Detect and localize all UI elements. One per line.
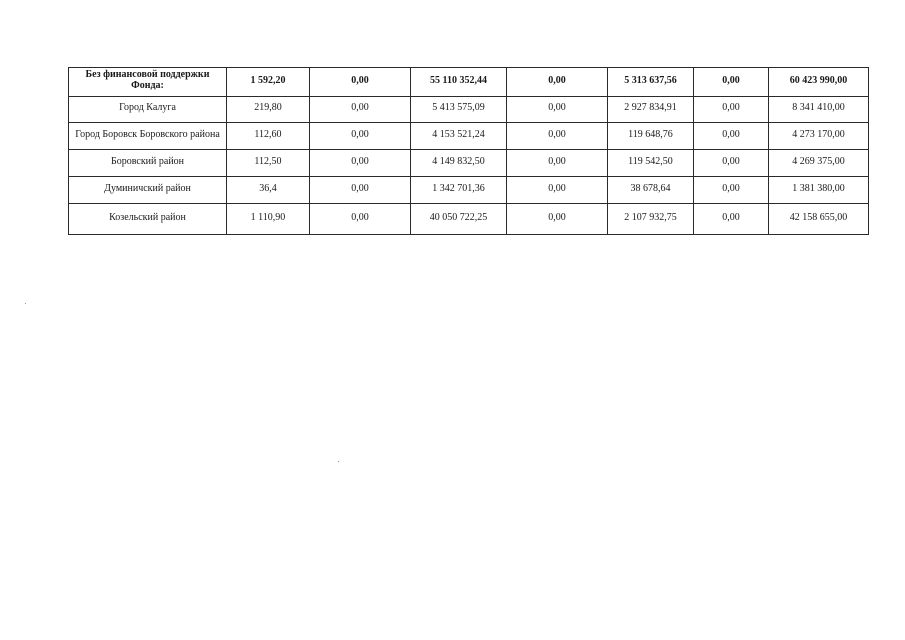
row-name: Козельский район	[109, 211, 186, 223]
value-cell	[310, 97, 411, 123]
cell-value: 119 542,50	[628, 155, 673, 167]
value-cell	[227, 123, 310, 150]
cell-value: 0,00	[548, 182, 566, 194]
row-name-cell	[69, 123, 227, 150]
cell-value: 112,60	[254, 128, 282, 140]
data-table	[68, 67, 869, 235]
value-cell	[694, 204, 769, 235]
value-cell	[227, 68, 310, 97]
cell-value: 119 648,76	[628, 128, 673, 140]
value-cell	[608, 123, 694, 150]
value-cell	[310, 177, 411, 204]
row-name-cell	[69, 204, 227, 235]
value-cell	[694, 97, 769, 123]
table-row	[69, 204, 869, 235]
value-cell	[769, 204, 869, 235]
cell-value: 0,00	[548, 211, 566, 223]
value-cell	[507, 204, 608, 235]
cell-value: 55 110 352,44	[430, 74, 487, 86]
value-cell	[411, 150, 507, 177]
cell-value: 4 153 521,24	[432, 128, 485, 140]
value-cell	[507, 97, 608, 123]
value-cell	[694, 150, 769, 177]
row-name-cell	[69, 177, 227, 204]
cell-value: 0,00	[351, 102, 369, 113]
cell-value: 0,00	[351, 155, 369, 167]
table-body	[69, 68, 869, 235]
cell-value: 219,80	[254, 102, 282, 113]
row-name-cell	[69, 150, 227, 177]
value-cell	[411, 68, 507, 97]
value-cell	[227, 204, 310, 235]
value-cell	[769, 123, 869, 150]
value-cell	[310, 150, 411, 177]
cell-value: 38 678,64	[630, 182, 671, 194]
row-name-cell	[69, 97, 227, 123]
row-name: Без финансовой поддержки Фонда:	[85, 69, 210, 91]
cell-value: 1 342 701,36	[432, 182, 485, 194]
cell-value: 4 273 170,00	[792, 128, 845, 140]
table-row	[69, 123, 869, 150]
cell-value: 0,00	[351, 211, 369, 223]
cell-value: 0,00	[548, 155, 566, 167]
cell-value: 36,4	[259, 182, 277, 194]
cell-value: 0,00	[722, 102, 740, 113]
row-name: Город Калуга	[119, 102, 176, 113]
cell-value: 5 313 637,56	[624, 74, 677, 86]
cell-value: 0,00	[351, 182, 369, 194]
value-cell	[608, 68, 694, 97]
value-cell	[694, 177, 769, 204]
cell-value: 0,00	[548, 128, 566, 140]
value-cell	[694, 68, 769, 97]
cell-value: 2 107 932,75	[624, 211, 677, 223]
cell-value: 0,00	[722, 74, 740, 86]
cell-value: 8 341 410,00	[792, 102, 845, 113]
row-name-cell	[69, 68, 227, 97]
cell-value: 0,00	[548, 74, 566, 86]
cell-value: 0,00	[722, 155, 740, 167]
value-cell	[227, 97, 310, 123]
value-cell	[411, 204, 507, 235]
cell-value: 60 423 990,00	[789, 74, 848, 86]
value-cell	[507, 150, 608, 177]
table-row	[69, 177, 869, 204]
row-name: Боровский район	[110, 155, 185, 167]
value-cell	[310, 204, 411, 235]
cell-value: 0,00	[722, 182, 740, 194]
cell-value: 1 592,20	[250, 74, 286, 86]
row-name: Думиничский район	[104, 182, 191, 194]
value-cell	[507, 177, 608, 204]
value-cell	[227, 177, 310, 204]
value-cell	[608, 150, 694, 177]
cell-value: 4 269 375,00	[792, 155, 845, 167]
cell-value: 1 381 380,00	[792, 182, 845, 194]
table-row	[69, 68, 869, 97]
cell-value: 112,50	[254, 155, 282, 167]
value-cell	[608, 177, 694, 204]
value-cell	[769, 177, 869, 204]
row-name: Город Боровск Боровского района	[75, 128, 220, 140]
cell-value: 0,00	[722, 211, 740, 223]
cell-value: 0,00	[722, 128, 740, 140]
value-cell	[310, 123, 411, 150]
value-cell	[608, 97, 694, 123]
value-cell	[507, 123, 608, 150]
scan-speck	[338, 461, 339, 462]
value-cell	[608, 204, 694, 235]
value-cell	[769, 97, 869, 123]
scan-speck	[25, 303, 26, 304]
value-cell	[411, 177, 507, 204]
table-row	[69, 150, 869, 177]
cell-value: 0,00	[548, 102, 566, 113]
cell-value: 0,00	[351, 74, 369, 86]
cell-value: 0,00	[351, 128, 369, 140]
value-cell	[769, 150, 869, 177]
value-cell	[694, 123, 769, 150]
cell-value: 42 158 655,00	[789, 211, 848, 223]
value-cell	[227, 150, 310, 177]
value-cell	[769, 68, 869, 97]
cell-value: 40 050 722,25	[429, 211, 488, 223]
value-cell	[507, 68, 608, 97]
value-cell	[411, 123, 507, 150]
value-cell	[310, 68, 411, 97]
cell-value: 1 110,90	[250, 211, 286, 223]
cell-value: 2 927 834,91	[624, 102, 677, 113]
value-cell	[411, 97, 507, 123]
table-row	[69, 97, 869, 123]
cell-value: 5 413 575,09	[432, 102, 485, 113]
cell-value: 4 149 832,50	[432, 155, 485, 167]
